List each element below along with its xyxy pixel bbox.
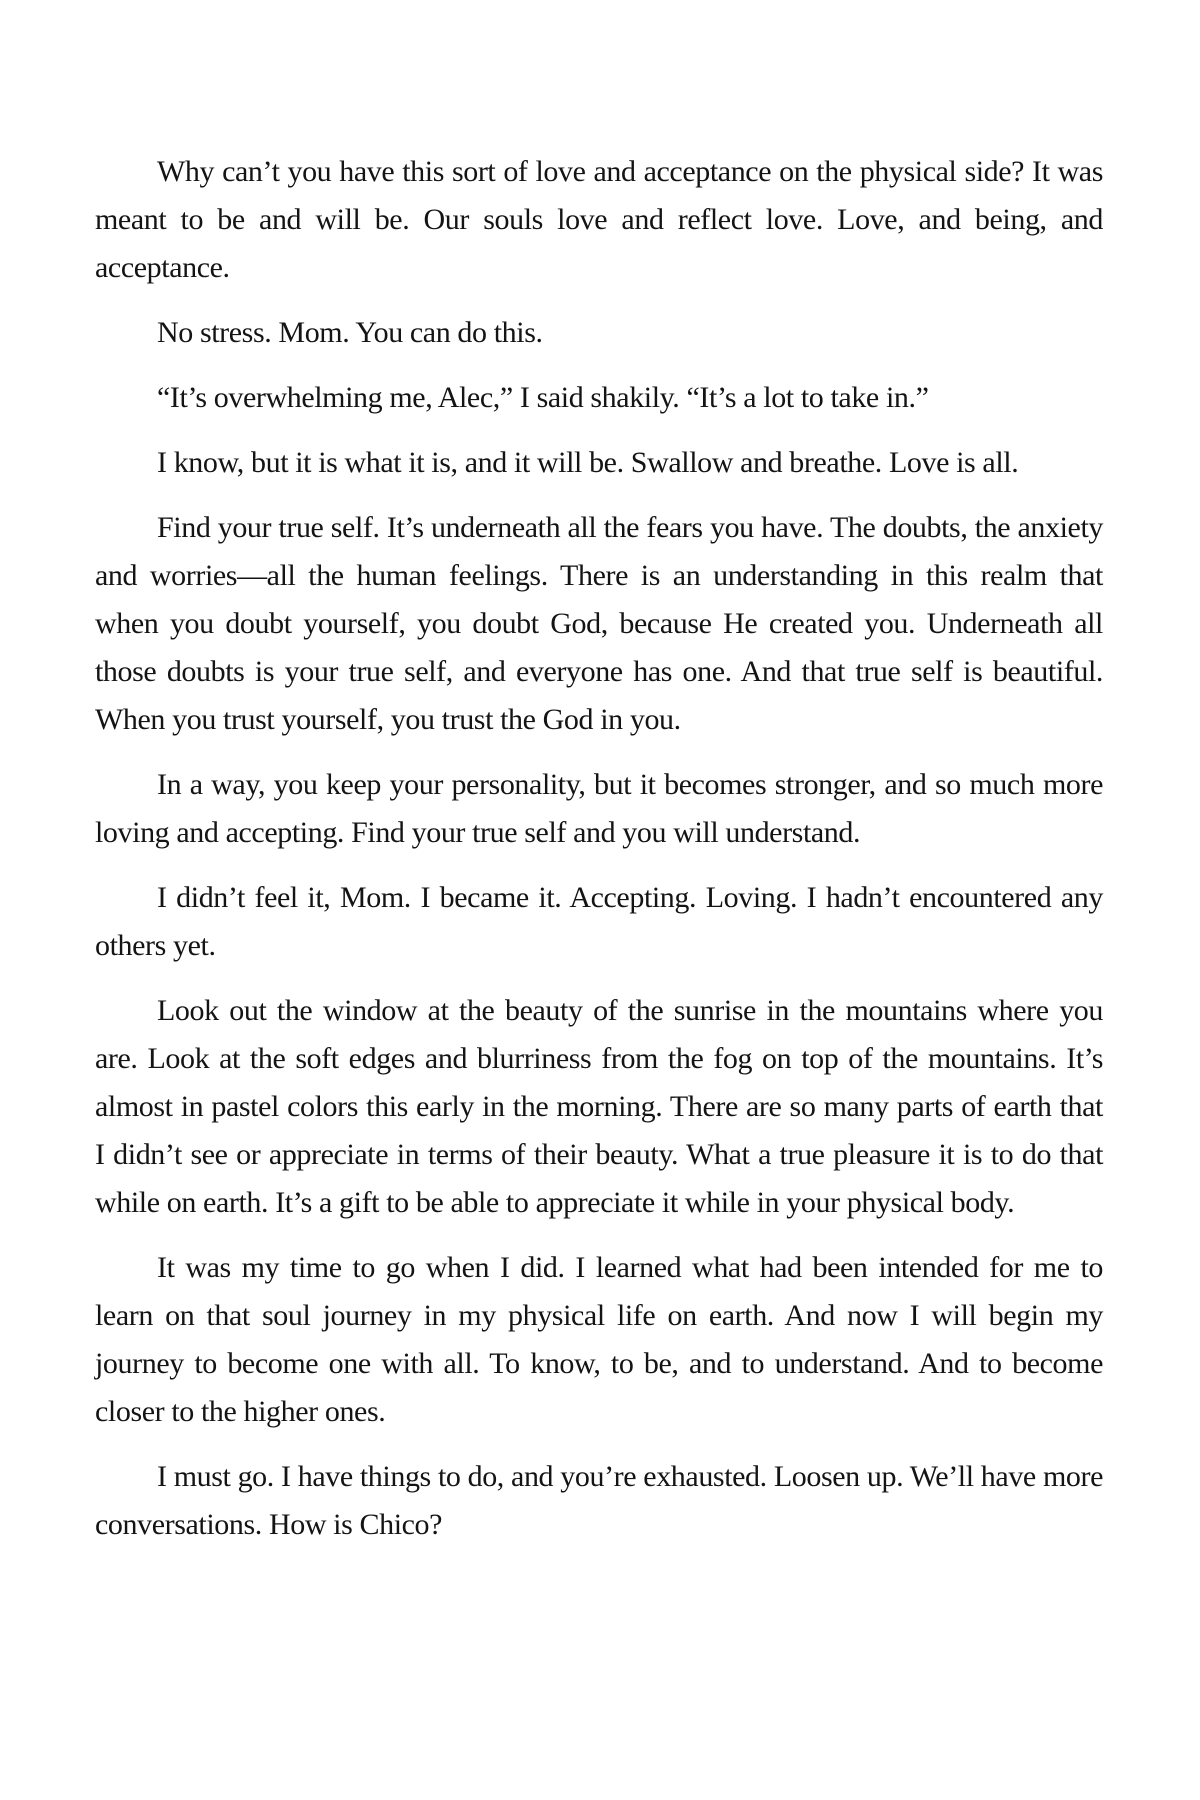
paragraph-3: “It’s overwhelming me, Alec,” I said shakily. “It’s a lot to take in.” [157,381,929,414]
paragraph-8: Look out the window at the beauty of the sunrise in the mountains where you are. Look at the soft edges and blurriness from the fog on top of the mountains. It’s almost in pastel colors this early in the morning. There are so many parts of earth that I didn’t see or appreciate in terms of their beauty. What a true pleasure it is to do that while on earth. It’s a gift to be able to appreciate it while in your physical body. [95,994,1103,1219]
paragraph-4: I know, but it is what it is, and it will be. Swallow and breathe. Love is all. [157,446,1019,479]
paragraph-1: Why can’t you have this sort of love and acceptance on the physical side? It was meant to be and will be. Our souls love and reflect love. Love, and being, and acceptance. [95,155,1103,284]
paragraph-6: In a way, you keep your personality, but it becomes stronger, and so much more loving and accepting. Find your true self and you will understand. [95,768,1103,849]
paragraph-9: It was my time to go when I did. I learned what had been intended for me to learn on that soul journey in my physical life on earth. And now I will begin my journey to become one with all. To know, to be, and to understand. And to become closer to the higher ones. [95,1251,1103,1428]
body-text [95,148,1103,1549]
paragraph-2: No stress. Mom. You can do this. [157,316,543,349]
paragraph-5: Find your true self. It’s underneath all the fears you have. The doubts, the anxiety and worries—all the human feelings. There is an understanding in this realm that when you doubt yourself, you doubt God, because He created you. Underneath all those doubts is your true self, and everyone has one. And that true self is beautiful. When you trust yourself, you trust the God in you. [95,511,1103,736]
paragraph-7: I didn’t feel it, Mom. I became it. Accepting. Loving. I hadn’t encountered any others yet. [95,881,1103,962]
paragraph-10: I must go. I have things to do, and you’re exhausted. Loosen up. We’ll have more conversations. How is Chico? [95,1460,1103,1541]
